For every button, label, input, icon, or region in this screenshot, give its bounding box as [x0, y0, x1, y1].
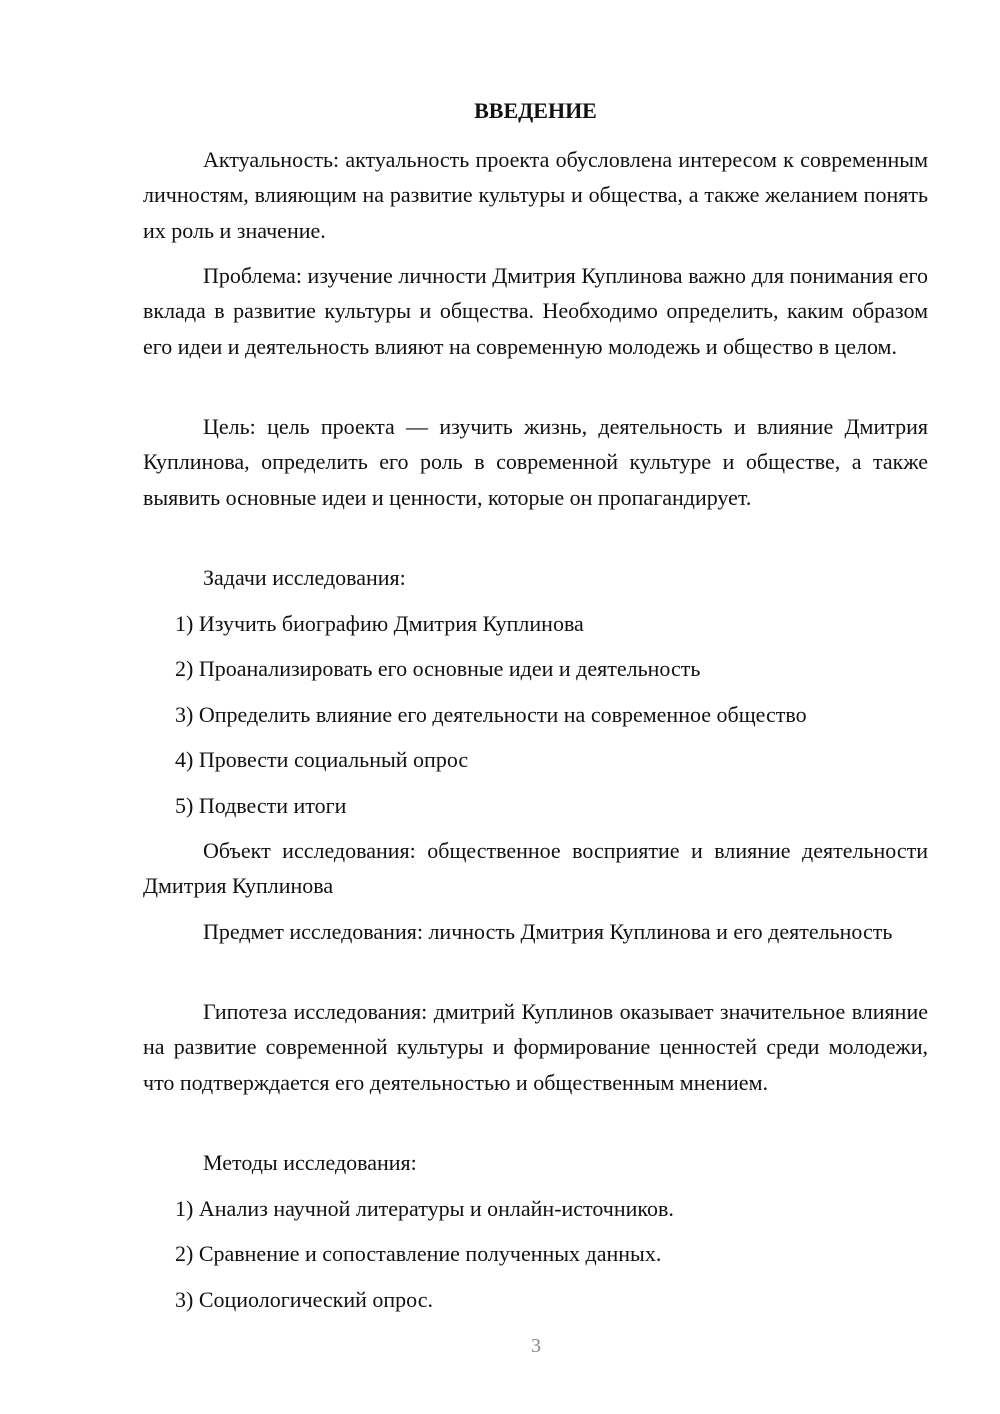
- task-item-5: 5) Подвести итоги: [175, 793, 347, 818]
- hypothesis-paragraph: Гипотеза исследования: дмитрий Куплинов оказывает значительное влияние на развитие современной культуры и формирование ценностей среди молодежи, что подтверждается его деятельностью и общественным мнением.: [143, 999, 928, 1095]
- method-item-1: 1) Анализ научной литературы и онлайн-источников.: [175, 1196, 674, 1221]
- subject-paragraph: Предмет исследования: личность Дмитрия Куплинова и его деятельность: [203, 919, 893, 944]
- page-title: ВВЕДЕНИЕ: [474, 98, 597, 123]
- method-item-2: 2) Сравнение и сопоставление полученных данных.: [175, 1241, 662, 1266]
- tasks-heading: Задачи исследования:: [203, 565, 406, 590]
- method-item-3: 3) Социологический опрос.: [175, 1287, 433, 1312]
- page-number: 3: [531, 1335, 541, 1357]
- problem-paragraph: Проблема: изучение личности Дмитрия Куплинова важно для понимания его вклада в развитие культуры и общества. Необходимо определить, каким образом его идеи и деятельность влияют на современную молодежь и общество в целом.: [143, 263, 928, 359]
- task-item-2: 2) Проанализировать его основные идеи и деятельность: [175, 656, 701, 681]
- task-item-4: 4) Провести социальный опрос: [175, 747, 469, 772]
- task-item-3: 3) Определить влияние его деятельности на современное общество: [175, 702, 807, 727]
- object-paragraph: Объект исследования: общественное восприятие и влияние деятельности Дмитрия Куплинова: [143, 838, 928, 899]
- task-item-1: 1) Изучить биографию Дмитрия Куплинова: [175, 611, 584, 636]
- relevance-paragraph: Актуальность: актуальность проекта обусловлена интересом к современным личностям, влияющим на развитие культуры и общества, а также желанием понять их роль и значение.: [143, 147, 928, 243]
- goal-paragraph: Цель: цель проекта — изучить жизнь, деятельность и влияние Дмитрия Куплинова, определить его роль в современной культуре и обществе, а также выявить основные идеи и ценности, которые он пропагандирует.: [143, 414, 928, 510]
- methods-heading: Методы исследования:: [203, 1150, 417, 1175]
